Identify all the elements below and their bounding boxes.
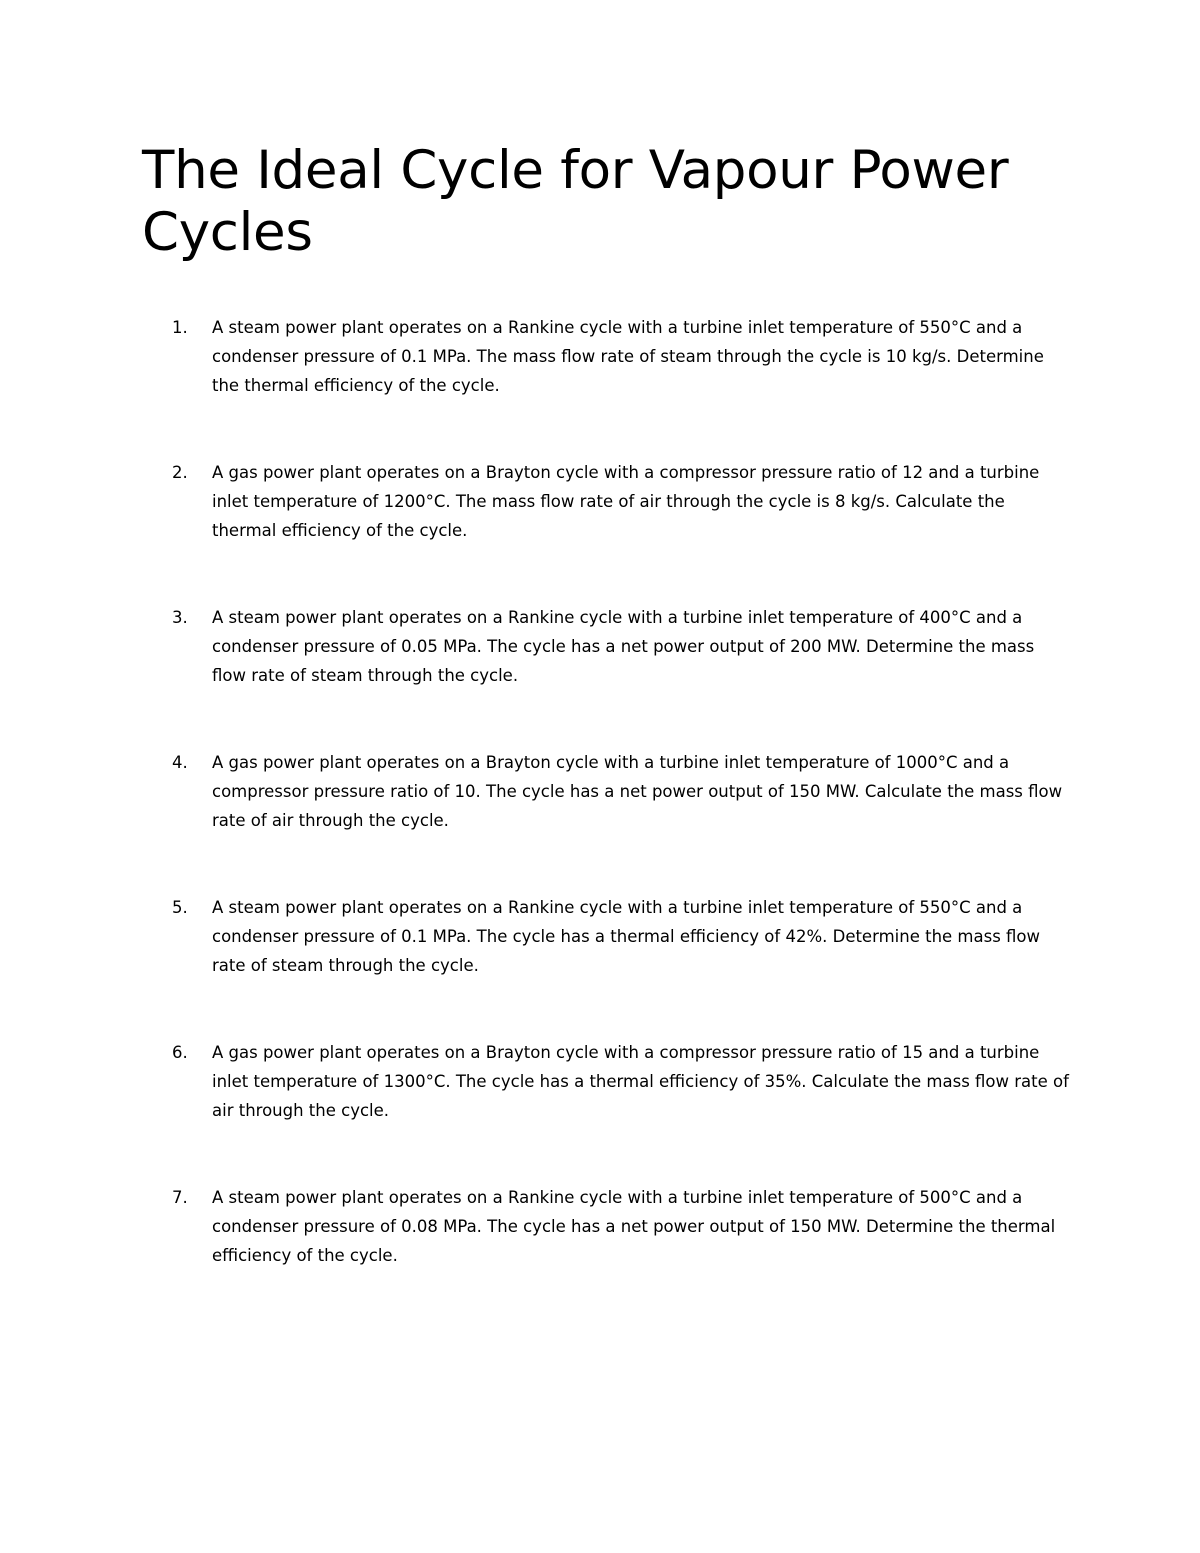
question-item [172, 893, 1072, 980]
question-number: 3. [172, 608, 188, 627]
question-text: A steam power plant operates on a Rankine cycle with a turbine inlet temperature of 500°C and a condenser pressure of 0.08 MPa. The cycle has a net power output of 150 MW. Determine the thermal efficiency of the cycle. [212, 1188, 1056, 1265]
question-text: A gas power plant operates on a Brayton cycle with a compressor pressure ratio of 15 and a turbine inlet temperature of 1300°C. The cycle has a thermal efficiency of 35%. Calculate the mass flow rate of air through the cycle. [212, 1043, 1069, 1120]
question-number: 2. [172, 463, 188, 482]
question-number: 6. [172, 1043, 188, 1062]
question-item [172, 1038, 1072, 1125]
question-item [172, 1183, 1072, 1270]
question-item [172, 603, 1072, 690]
question-number: 1. [172, 318, 188, 337]
question-number: 4. [172, 753, 188, 772]
question-number: 7. [172, 1188, 188, 1207]
question-item [172, 458, 1072, 545]
question-item [172, 748, 1072, 835]
question-text: A gas power plant operates on a Brayton cycle with a turbine inlet temperature of 1000°C and a compressor pressure ratio of 10. The cycle has a net power output of 150 MW. Calculate the mass flow rate of air through the cycle. [212, 753, 1063, 830]
page-title: The Ideal Cycle for Vapour Power Cycles [142, 140, 1009, 263]
question-number: 5. [172, 898, 188, 917]
question-list [172, 313, 1072, 1328]
question-text: A gas power plant operates on a Brayton cycle with a compressor pressure ratio of 12 and a turbine inlet temperature of 1200°C. The mass flow rate of air through the cycle is 8 kg/s. Calculate the thermal efficiency of the cycle. [212, 463, 1040, 540]
question-item [172, 313, 1072, 400]
question-text: A steam power plant operates on a Rankine cycle with a turbine inlet temperature of 550°C and a condenser pressure of 0.1 MPa. The cycle has a thermal efficiency of 42%. Determine the mass flow rate of steam through the cycle. [212, 898, 1041, 975]
question-text: A steam power plant operates on a Rankine cycle with a turbine inlet temperature of 550°C and a condenser pressure of 0.1 MPa. The mass flow rate of steam through the cycle is 10 kg/s. Determine the thermal efficiency of the cycle. [212, 318, 1044, 395]
question-text: A steam power plant operates on a Rankine cycle with a turbine inlet temperature of 400°C and a condenser pressure of 0.05 MPa. The cycle has a net power output of 200 MW. Determine the mass flow rate of steam through the cycle. [212, 608, 1035, 685]
